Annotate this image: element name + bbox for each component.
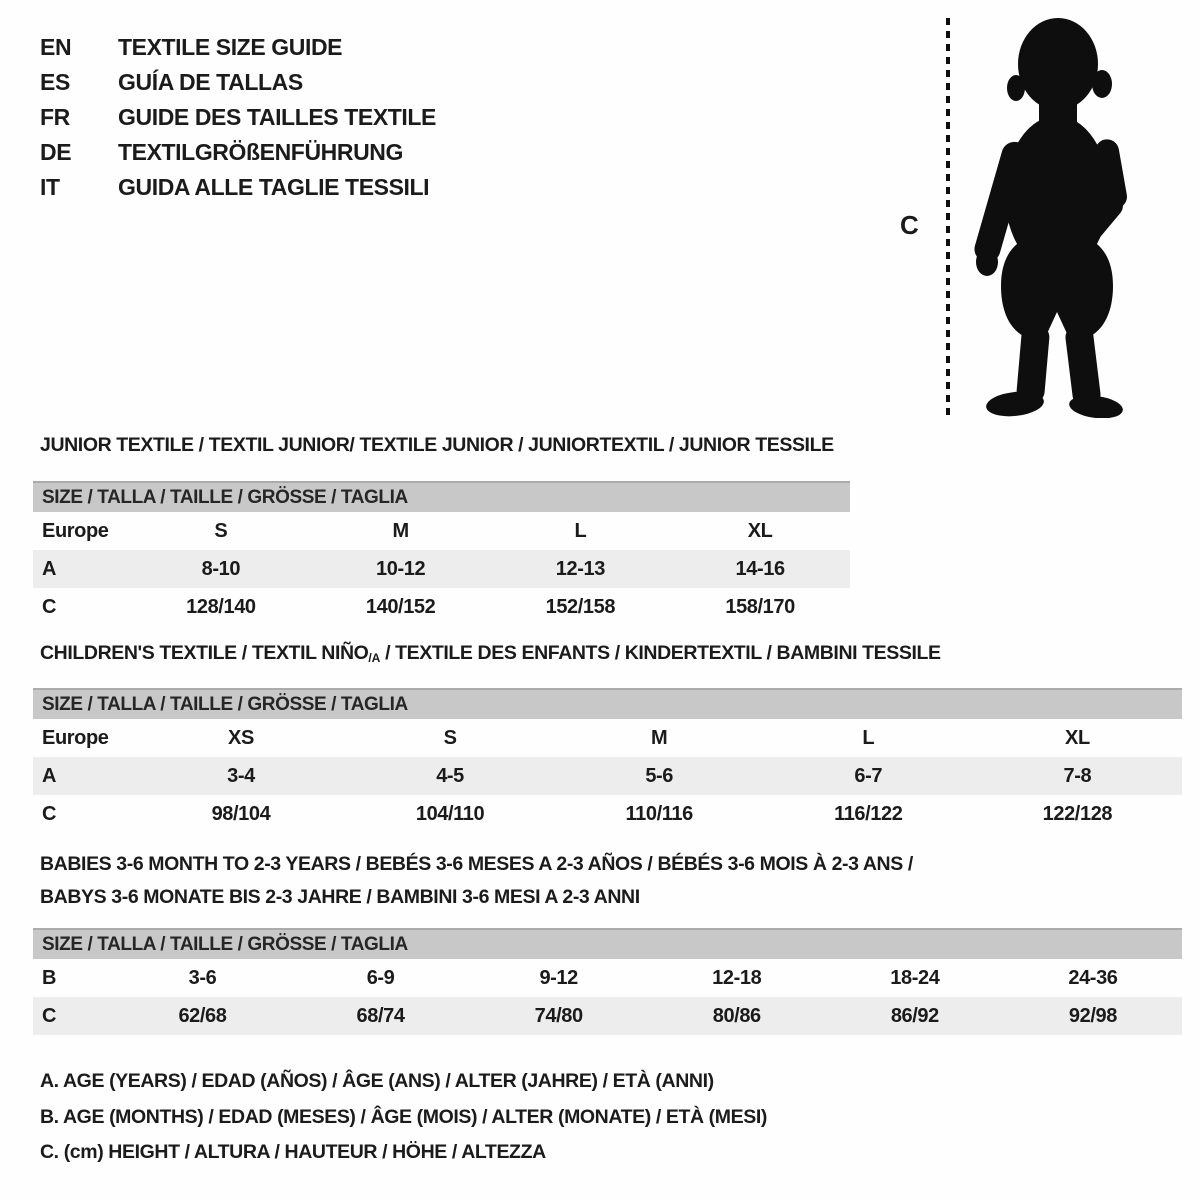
size-cell: XS [228,727,254,749]
language-row-es [40,65,436,100]
row-label: B [42,967,57,989]
table-row-height [33,997,1182,1035]
table-row-europe [33,512,850,550]
language-title: TEXTILGRÖßENFÜHRUNG [118,139,403,165]
size-cell: XL [747,520,773,542]
size-cell: L [574,520,587,542]
row-label: A [42,765,57,787]
size-cell: M [392,520,409,542]
legend [40,1064,767,1171]
language-title: GUÍA DE TALLAS [118,69,303,95]
row-label: C [42,803,57,825]
size-cell: L [862,727,875,749]
size-table-header-bar: SIZE / TALLA / TAILLE / GRÖSSE / TAGLIA [33,481,850,512]
babies-title-line2: BABYS 3-6 MONATE BIS 2-3 JAHRE / BAMBINI 3-6 MESI A 2-3 ANNI [40,886,640,908]
language-code: DE [40,139,72,165]
language-code: IT [40,174,60,200]
children-section-title [40,641,941,670]
row-label: C [42,596,57,618]
value-cell: 98/104 [211,803,271,825]
height-measure-dashed-line [946,18,950,418]
table-row-months [33,959,1182,997]
value-cell: 116/122 [834,803,903,825]
value-cell: 152/158 [545,596,616,618]
legend-line-a: A. AGE (YEARS) / EDAD (AÑOS) / ÂGE (ANS) / ALTER (JAHRE) / ETÀ (ANNI) [40,1070,714,1092]
babies-size-table [33,928,1182,1035]
value-cell: 140/152 [365,596,436,618]
size-cell: S [214,520,228,542]
children-title-text: / TEXTILE DES ENFANTS / KINDERTEXTIL / BAMBINI TESSILE [380,642,941,664]
language-row-de [40,135,436,170]
language-title: GUIDE DES TAILLES TEXTILE [118,104,436,130]
value-cell: 86/92 [890,1005,939,1027]
value-cell: 158/170 [725,596,795,618]
value-cell: 6-7 [854,765,883,787]
value-cell: 8-10 [201,558,241,580]
language-title: GUIDA ALLE TAGLIE TESSILI [118,174,430,200]
children-title-subscript: /A [368,651,381,666]
value-cell: 3-6 [188,967,217,989]
value-cell: 62/68 [178,1005,227,1027]
value-cell: 18-24 [890,967,940,989]
language-list [40,30,436,205]
size-cell: XL [1065,727,1090,749]
children-title-text: CHILDREN'S TEXTILE / TEXTIL NIÑO [40,642,369,664]
value-cell: 104/110 [415,803,485,825]
value-cell: 7-8 [1063,765,1092,787]
value-cell: 122/128 [1042,803,1113,825]
value-cell: 80/86 [712,1005,761,1027]
language-title: TEXTILE SIZE GUIDE [118,34,343,60]
language-code: EN [40,34,72,60]
table-row-age [33,757,1182,795]
value-cell: 3-4 [227,765,255,787]
size-cell: M [651,727,668,749]
value-cell: 4-5 [436,765,464,787]
table-row-height [33,588,850,626]
babies-section-title [40,848,1000,914]
babies-title-line1: BABIES 3-6 MONTH TO 2-3 YEARS / BEBÉS 3-6 MESES A 2-3 AÑOS / BÉBÉS 3-6 MOIS À 2-3 ANS / [40,853,913,875]
row-label: A [42,558,57,580]
value-cell: 14-16 [735,558,785,580]
value-cell: 24-36 [1068,967,1118,989]
language-row-it [40,170,436,205]
row-label: Europe [42,727,109,749]
value-cell: 128/140 [186,596,256,618]
junior-size-table [33,481,850,626]
row-label: Europe [42,520,109,542]
value-cell: 6-9 [366,967,395,989]
legend-line-c: C. (cm) HEIGHT / ALTURA / HAUTEUR / HÖHE / ALTEZZA [40,1141,546,1163]
legend-line-b: B. AGE (MONTHS) / EDAD (MESES) / ÂGE (MOIS) / ALTER (MONATE) / ETÀ (MESI) [40,1105,767,1128]
value-cell: 12-18 [712,967,762,989]
size-table-header-bar: SIZE / TALLA / TAILLE / GRÖSSE / TAGLIA [33,688,1182,719]
value-cell: 68/74 [356,1005,405,1027]
value-cell: 74/80 [534,1005,583,1027]
row-label: C [42,1005,57,1027]
toddler-silhouette-icon [963,14,1143,418]
value-cell: 12-13 [555,558,605,580]
value-cell: 5-6 [645,765,674,787]
language-code: FR [40,104,70,130]
size-table-header-bar: SIZE / TALLA / TAILLE / GRÖSSE / TAGLIA [33,928,1182,959]
value-cell: 92/98 [1068,1005,1117,1027]
value-cell: 10-12 [376,558,426,580]
language-row-fr [40,100,436,135]
value-cell: 9-12 [539,967,578,989]
table-row-europe [33,719,1182,757]
height-measure-label: C [900,210,919,240]
language-row-en [40,30,436,65]
children-size-table [33,688,1182,833]
language-code: ES [40,69,70,95]
junior-section-title: JUNIOR TEXTILE / TEXTIL JUNIOR/ TEXTILE JUNIOR / JUNIORTEXTIL / JUNIOR TESSILE [40,434,834,456]
size-cell: S [443,727,457,749]
table-row-age [33,550,850,588]
value-cell: 110/116 [625,803,693,825]
table-row-height [33,795,1182,833]
